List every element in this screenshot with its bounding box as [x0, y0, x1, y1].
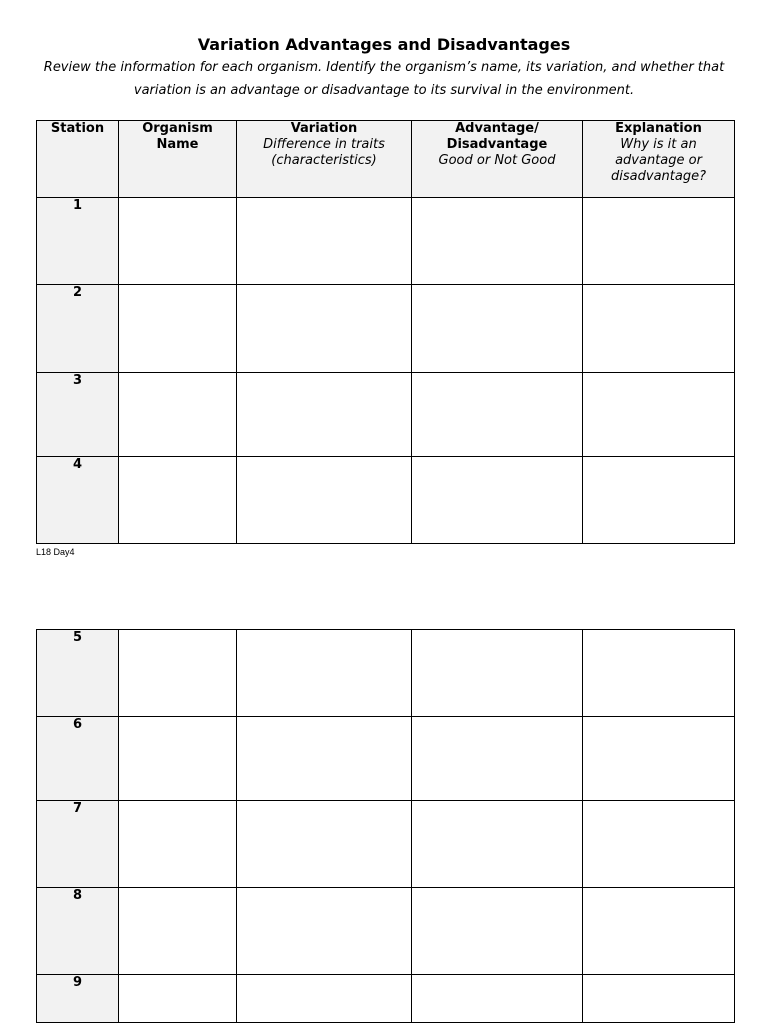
table-row	[37, 975, 735, 1023]
footer-label: L18 Day4	[36, 547, 75, 557]
advantage-cell[interactable]	[412, 717, 583, 801]
variation-cell[interactable]	[237, 198, 412, 285]
organism-name-cell[interactable]	[119, 888, 237, 975]
explanation-cell[interactable]	[583, 975, 735, 1023]
table-row	[37, 801, 735, 888]
advantage-cell[interactable]	[412, 888, 583, 975]
table-row	[37, 457, 735, 544]
organism-name-cell[interactable]	[119, 373, 237, 457]
table-row	[37, 888, 735, 975]
variation-cell[interactable]	[237, 717, 412, 801]
worksheet-table-bottom	[36, 629, 735, 1023]
instructions: Review the information for each organism. Identify the organism’s name, its variation, and whether that variation is an advantage or disadvantage to its survival in the environment.	[43, 60, 725, 98]
table-row	[37, 198, 735, 285]
advantage-cell[interactable]	[412, 630, 583, 717]
station-header: Station	[37, 121, 119, 198]
explanation-cell[interactable]	[583, 198, 735, 285]
station-number: 2	[37, 285, 119, 373]
advantage-header: Advantage/ Disadvantage Good or Not Good	[412, 121, 583, 198]
variation-cell[interactable]	[237, 457, 412, 544]
table-row	[37, 285, 735, 373]
advantage-cell[interactable]	[412, 373, 583, 457]
variation-header: Variation Difference in traits (characteristics)	[237, 121, 412, 198]
explanation-cell[interactable]	[583, 717, 735, 801]
variation-cell[interactable]	[237, 630, 412, 717]
explanation-cell[interactable]	[583, 630, 735, 717]
explanation-cell[interactable]	[583, 373, 735, 457]
explanation-cell[interactable]	[583, 888, 735, 975]
station-number: 1	[37, 198, 119, 285]
header-row	[37, 121, 735, 198]
advantage-cell[interactable]	[412, 975, 583, 1023]
table-row	[37, 717, 735, 801]
explanation-cell[interactable]	[583, 285, 735, 373]
advantage-cell[interactable]	[412, 198, 583, 285]
station-number: 8	[37, 888, 119, 975]
page-title: Variation Advantages and Disadvantages	[197, 35, 571, 54]
variation-cell[interactable]	[237, 285, 412, 373]
organism-name-cell[interactable]	[119, 801, 237, 888]
organism-name-cell[interactable]	[119, 285, 237, 373]
explanation-cell[interactable]	[583, 457, 735, 544]
table-row	[37, 630, 735, 717]
variation-cell[interactable]	[237, 975, 412, 1023]
organism-name-cell[interactable]	[119, 717, 237, 801]
worksheet-table-top	[36, 120, 735, 544]
organism-name-cell[interactable]	[119, 198, 237, 285]
station-number: 6	[37, 717, 119, 801]
variation-cell[interactable]	[237, 801, 412, 888]
station-number: 4	[37, 457, 119, 544]
variation-cell[interactable]	[237, 888, 412, 975]
station-number: 9	[37, 975, 119, 1023]
organism-name-cell[interactable]	[119, 457, 237, 544]
organism-name-cell[interactable]	[119, 630, 237, 717]
station-number: 7	[37, 801, 119, 888]
explanation-cell[interactable]	[583, 801, 735, 888]
variation-cell[interactable]	[237, 373, 412, 457]
advantage-cell[interactable]	[412, 801, 583, 888]
organism-header: Organism Name	[119, 121, 237, 198]
station-number: 5	[37, 630, 119, 717]
explanation-header: Explanation Why is it an advantage or disadvantage?	[583, 121, 735, 198]
table-row	[37, 373, 735, 457]
advantage-cell[interactable]	[412, 457, 583, 544]
organism-name-cell[interactable]	[119, 975, 237, 1023]
station-number: 3	[37, 373, 119, 457]
advantage-cell[interactable]	[412, 285, 583, 373]
